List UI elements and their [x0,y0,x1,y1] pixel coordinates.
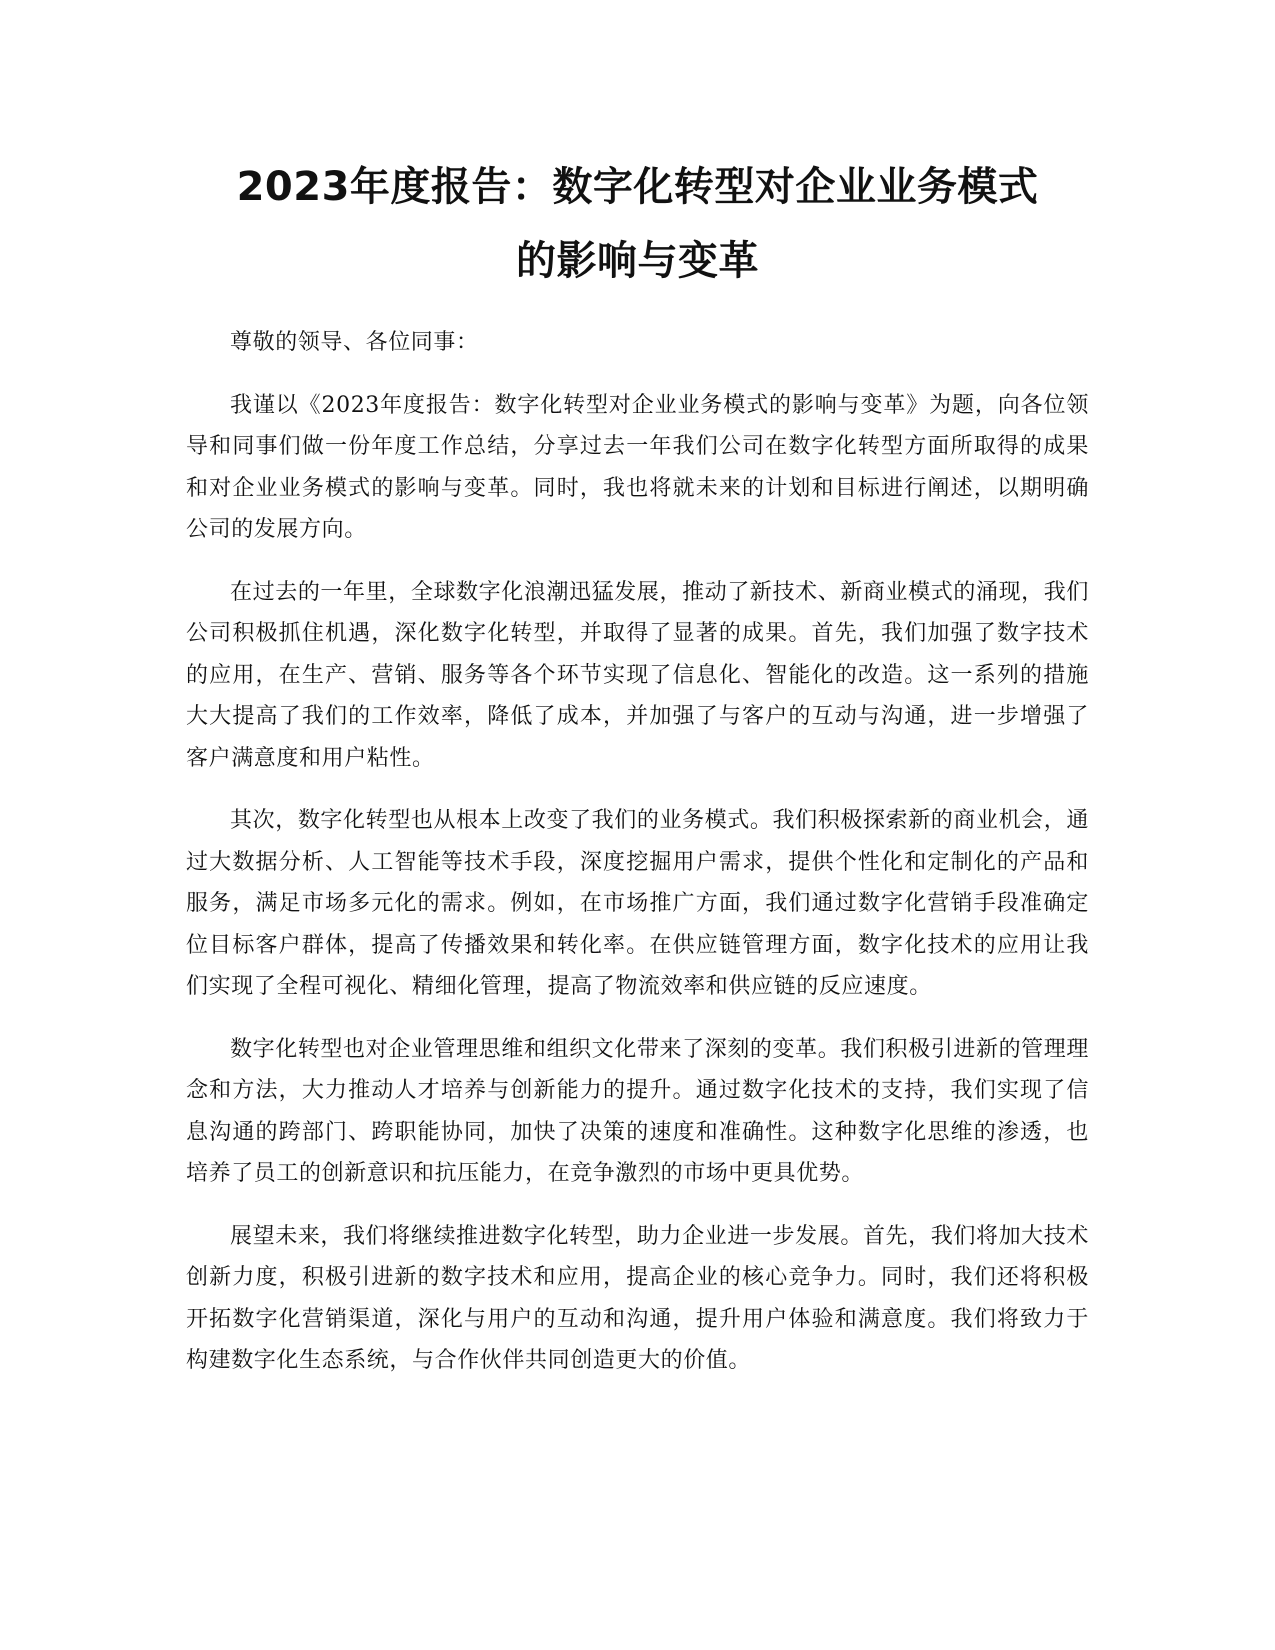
document-body [186,322,1089,1403]
body-paragraph: 在过去的一年里，全球数字化浪潮迅猛发展，推动了新技术、新商业模式的涌现，我们公司积极抓住机遇，深化数字化转型，并取得了显著的成果。首先，我们加强了数字技术的应用，在生产、营销、服务等各个环节实现了信息化、智能化的改造。这一系列的措施大大提高了我们的工作效率，降低了成本，并加强了与客户的互动与沟通，进一步增强了客户满意度和用户粘性。 [186,579,1089,771]
body-paragraph: 其次，数字化转型也从根本上改变了我们的业务模式。我们积极探索新的商业机会，通过大数据分析、人工智能等技术手段，深度挖掘用户需求，提供个性化和定制化的产品和服务，满足市场多元化的需求。例如，在市场推广方面，我们通过数字化营销手段准确定位目标客户群体，提高了传播效果和转化率。在供应链管理方面，数字化技术的应用让我们实现了全程可视化、精细化管理，提高了物流效率和供应链的反应速度。 [186,808,1089,999]
document-title-line-2: 的影响与变革 [516,238,759,284]
body-paragraph: 我谨以《2023年度报告：数字化转型对企业业务模式的影响与变革》为题，向各位领导和同事们做一份年度工作总结，分享过去一年我们公司在数字化转型方面所取得的成果和对企业业务模式的影响与变革。同时，我也将就未来的计划和目标进行阐述，以期明确公司的发展方向。 [186,392,1089,542]
body-paragraph: 数字化转型也对企业管理思维和组织文化带来了深刻的变革。我们积极引进新的管理理念和方法，大力推动人才培养与创新能力的提升。通过数字化技术的支持，我们实现了信息沟通的跨部门、跨职能协同，加快了决策的速度和准确性。这种数字化思维的渗透，也培养了员工的创新意识和抗压能力，在竞争激烈的市场中更具优势。 [186,1036,1089,1186]
greeting-paragraph: 尊敬的领导、各位同事： [230,330,479,355]
document-title [180,150,1095,298]
document-title-line-1: 2023年度报告：数字化转型对企业业务模式 [236,164,1039,210]
body-paragraph: 展望未来，我们将继续推进数字化转型，助力企业进一步发展。首先，我们将加大技术创新力度，积极引进新的数字技术和应用，提高企业的核心竞争力。同时，我们还将积极开拓数字化营销渠道，深化与用户的互动和沟通，提升用户体验和满意度。我们将致力于构建数字化生态系统，与合作伙伴共同创造更大的价值。 [186,1223,1089,1373]
